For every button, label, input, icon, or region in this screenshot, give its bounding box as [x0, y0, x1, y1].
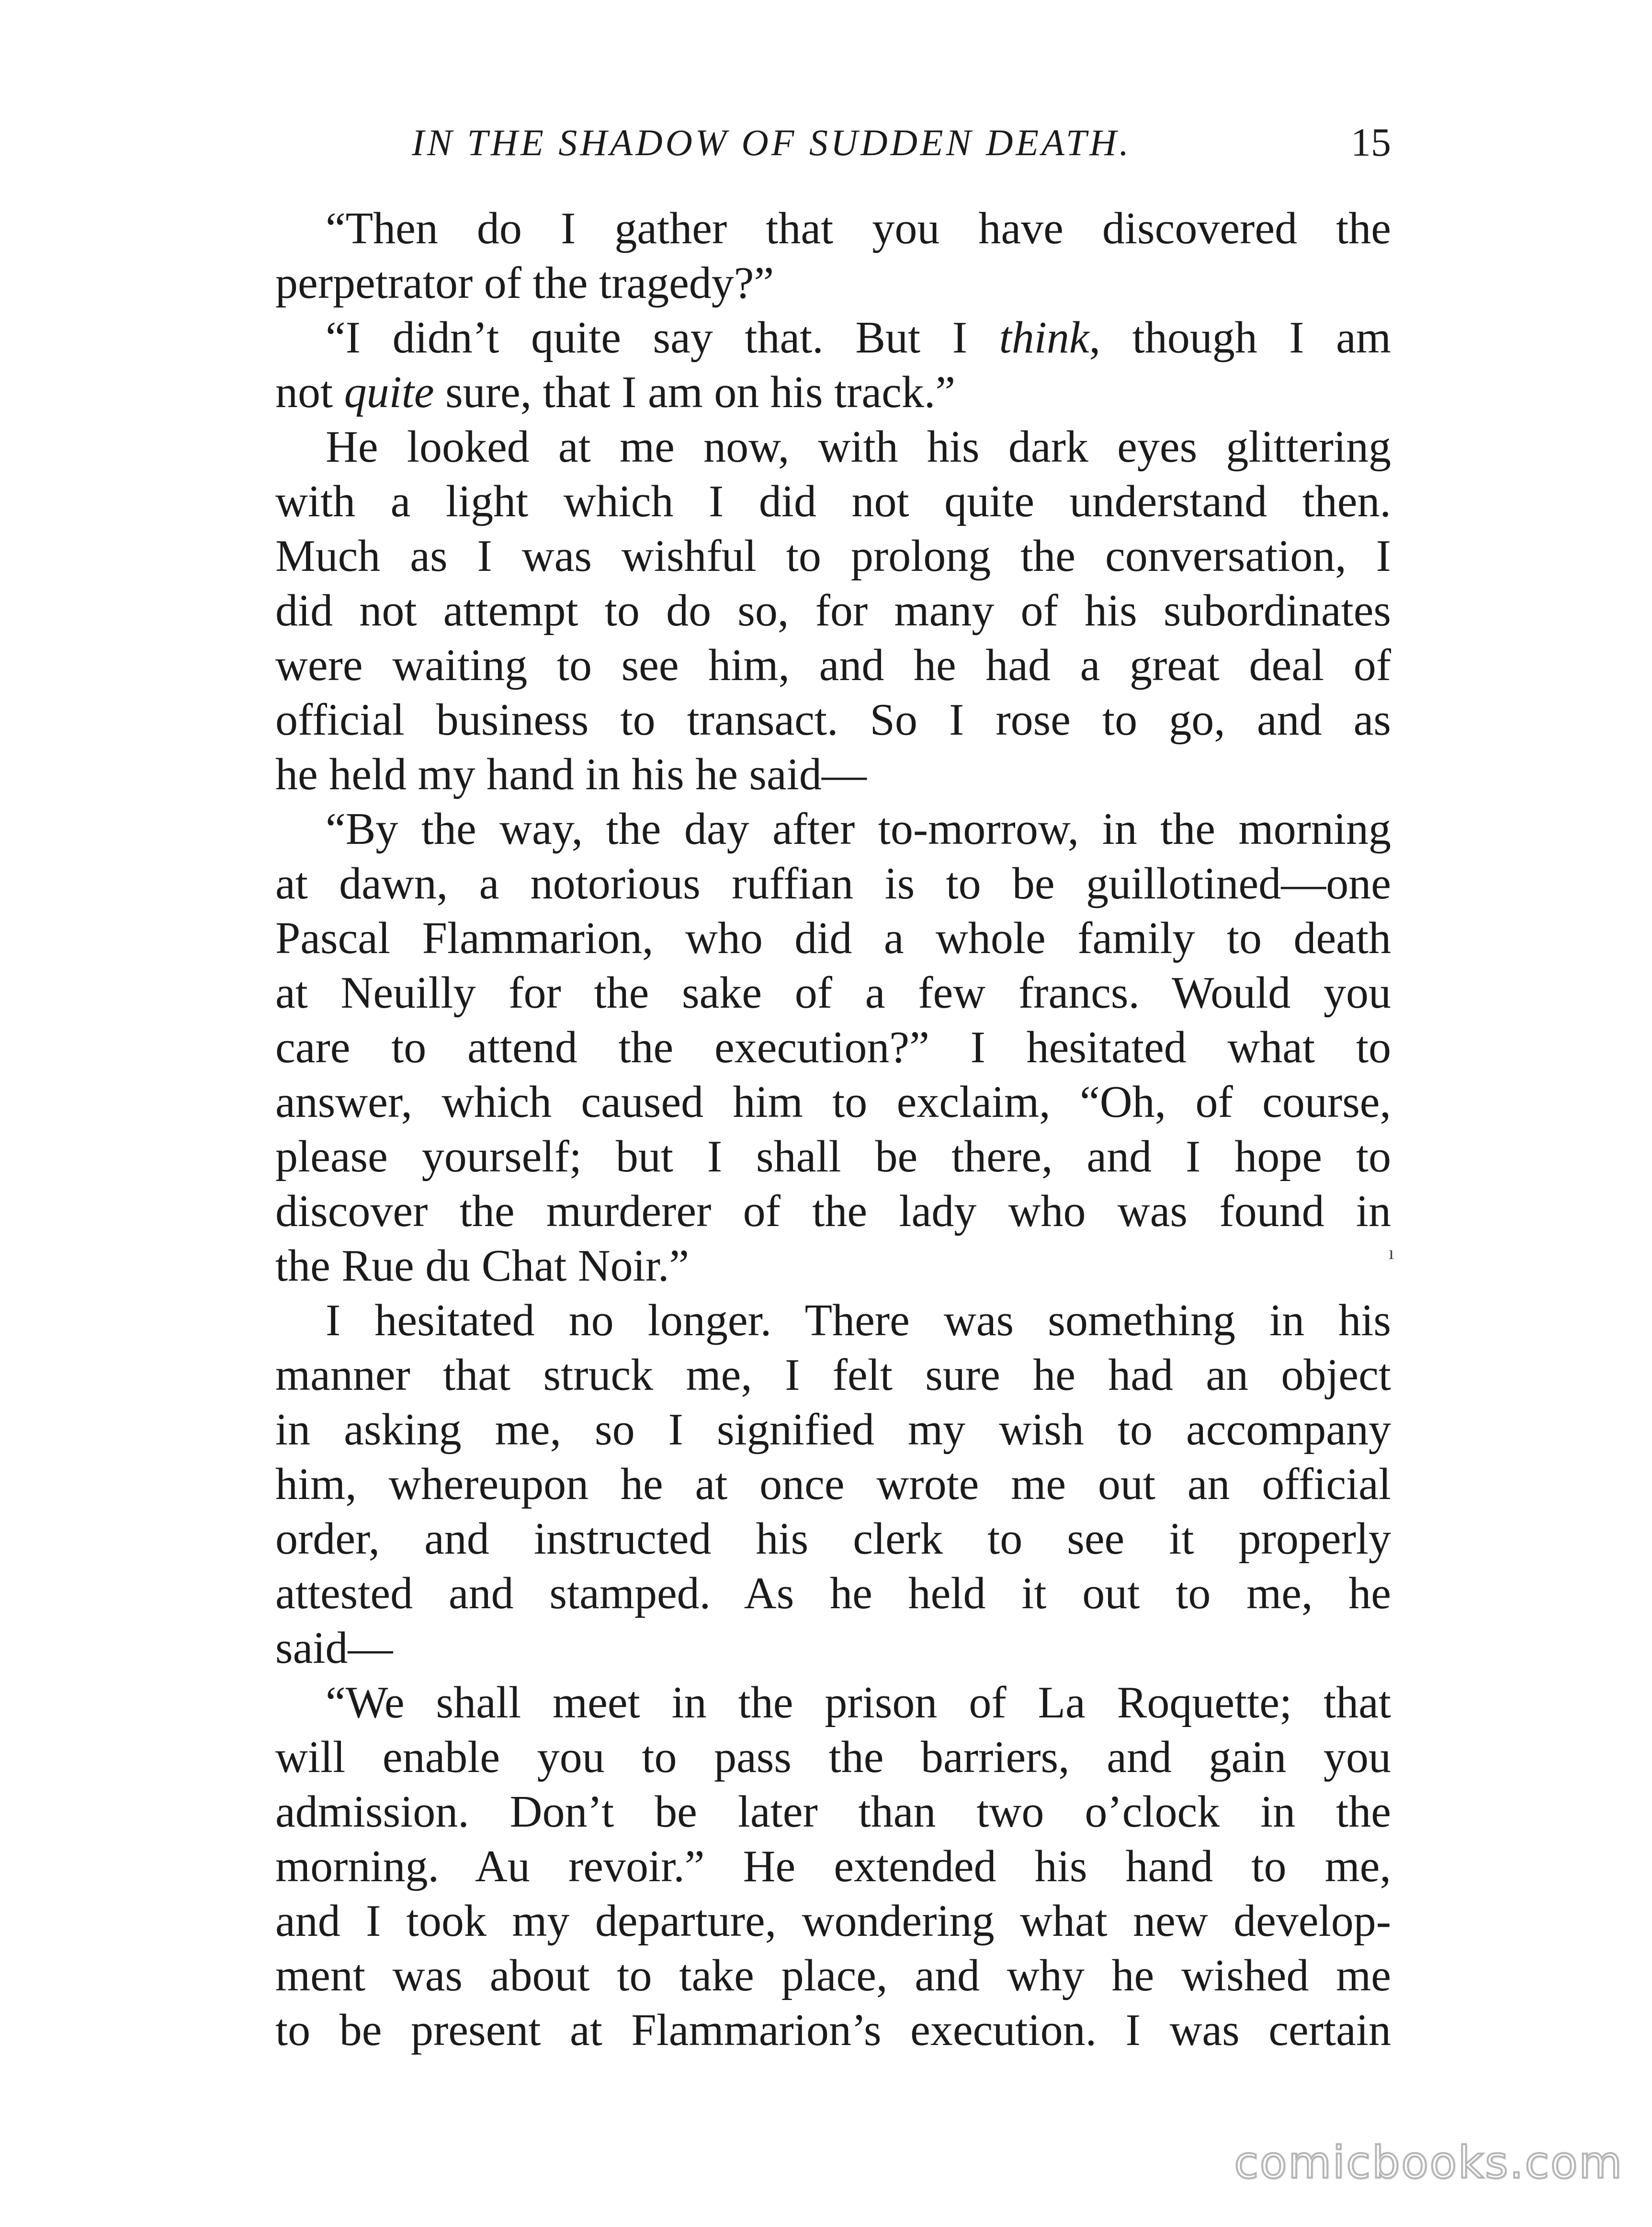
text-line: Much as I was wishful to prolong the conversation, I	[275, 531, 1391, 581]
text-line: in asking me, so I signified my wish to accompany	[275, 1405, 1391, 1454]
text-line	[275, 310, 1391, 365]
running-header	[275, 115, 1391, 172]
margin-mark: ı	[1389, 1242, 1394, 1263]
text-line: Pascal Flammarion, who did a whole family to death	[275, 913, 1391, 963]
watermark-logo: comicbooks.com	[1234, 2137, 1623, 2188]
italic-word: think	[999, 313, 1089, 363]
text-line: and I took my departure, wondering what new develop-	[275, 1896, 1391, 1946]
text-line: “Then do I gather that you have discovered the	[326, 204, 1391, 253]
text-run: , though I am	[1089, 313, 1391, 363]
text-line	[275, 365, 1391, 420]
page-number: 15	[1351, 120, 1391, 165]
text-line: attested and stamped. As he held it out to me, he	[275, 1568, 1391, 1618]
text-line: answer, which caused him to exclaim, “Oh, of course,	[275, 1077, 1391, 1127]
text-line: to be present at Flammarion’s execution. I was certain	[275, 2005, 1391, 2055]
text-line: perpetrator of the tragedy?”	[275, 258, 774, 308]
text-line: at dawn, a notorious ruffian is to be guillotined—one	[275, 859, 1391, 909]
text-line: manner that struck me, I felt sure he had an object	[275, 1350, 1391, 1400]
text-line: he held my hand in his he said—	[275, 750, 867, 799]
text-line: “We shall meet in the prison of La Roquette; that	[326, 1678, 1391, 1727]
text-line: order, and instructed his clerk to see it properly	[275, 1514, 1391, 1564]
text-line: I hesitated no longer. There was something in his	[326, 1295, 1391, 1345]
body-text	[275, 201, 1391, 2057]
text-line: care to attend the execution?” I hesitated what to	[275, 1023, 1391, 1072]
text-line: discover the murderer of the lady who was found in	[275, 1186, 1391, 1236]
text-run: “I didn’t quite say that. But I	[326, 313, 999, 363]
text-line: him, whereupon he at once wrote me out an official	[275, 1459, 1391, 1509]
text-run: sure, that I am on his track.”	[434, 367, 956, 417]
text-line: will enable you to pass the barriers, and gain you	[275, 1732, 1391, 1782]
text-line: morning. Au revoir.” He extended his hand to me,	[275, 1841, 1391, 1891]
text-line: official business to transact. So I rose to go, and as	[275, 695, 1391, 745]
text-line: with a light which I did not quite understand then.	[275, 477, 1391, 526]
text-line: the Rue du Chat Noir.”	[275, 1241, 690, 1291]
text-line: He looked at me now, with his dark eyes glittering	[326, 422, 1391, 472]
text-run: not	[275, 367, 344, 417]
text-line: admission. Don’t be later than two o’clock in the	[275, 1787, 1391, 1837]
text-line: were waiting to see him, and he had a great deal of	[275, 640, 1391, 690]
italic-word: quite	[344, 367, 434, 417]
text-line: at Neuilly for the sake of a few francs. Would you	[275, 968, 1391, 1018]
running-title: IN THE SHADOW OF SUDDEN DEATH.	[412, 122, 1132, 163]
text-line: ment was about to take place, and why he wished me	[275, 1951, 1391, 2000]
text-line: please yourself; but I shall be there, and I hope to	[275, 1132, 1391, 1182]
text-line: did not attempt to do so, for many of his subordinates	[275, 586, 1391, 636]
text-line: “By the way, the day after to-morrow, in the morning	[326, 804, 1391, 854]
text-line: said—	[275, 1623, 393, 1673]
